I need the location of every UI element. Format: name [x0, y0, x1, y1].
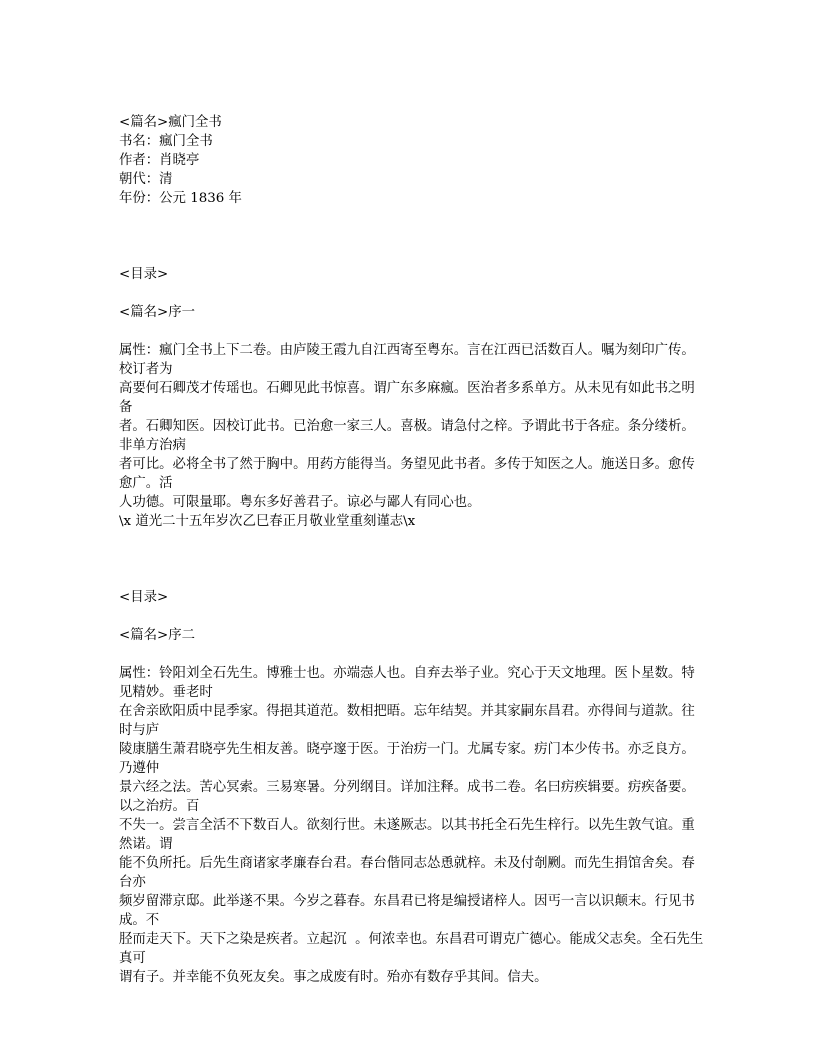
- dynasty-line: 朝代：清: [119, 172, 173, 187]
- spacer: [119, 322, 705, 341]
- author-line: 作者：肖晓亭: [119, 153, 200, 168]
- section-title: <篇名>序一: [119, 305, 196, 320]
- paragraph-line: 景六经之法。苦心冥索。三易寒暑。分列纲目。详加注释。成书二卷。名曰疠疾辑要。疠疾备要。以之治疠。百: [119, 780, 695, 814]
- signature-line: \x 道光二十五年岁次乙巳春正月敬业堂重刻谨志\x: [119, 514, 416, 529]
- year-line: 年份：公元 1836 年: [119, 191, 242, 206]
- toc-heading: <目录>: [119, 267, 169, 282]
- paragraph-line: 频岁留滞京邸。此举遂不果。今岁之暮春。东昌君已将是编授诸梓人。因丐一言以识颠末。行见书成。不: [119, 894, 695, 928]
- book-name: 书名：瘋门全书: [119, 134, 213, 149]
- spacer: [119, 208, 705, 265]
- section-title: <篇名>序二: [119, 628, 196, 643]
- paragraph-line: 者可比。必将全书了然于胸中。用药方能得当。务望见此书者。多传于知医之人。施送日多。愈传愈广。活: [119, 457, 695, 491]
- document-content: [119, 113, 705, 987]
- paragraph-line: 属性：瘋门全书上下二卷。由庐陵王霞九自江西寄至粤东。言在江西已活数百人。嘱为刻印广传。校订者为: [119, 343, 695, 377]
- spacer: [119, 645, 705, 664]
- chapter-title: <篇名>瘋门全书: [119, 115, 222, 130]
- paragraph-line: 陵康膳生萧君晓亭先生相友善。晓亭邃于医。于治疠一门。尤属专家。疠门本少传书。亦乏良方。乃遵仲: [119, 742, 695, 776]
- paragraph-line: 高要何石卿茂才传瑶也。石卿见此书惊喜。谓广东多麻瘋。医治者多系单方。从未见有如此书之明备: [119, 381, 695, 415]
- spacer: [119, 531, 705, 588]
- section-body: [119, 341, 705, 531]
- section-body: [119, 664, 705, 987]
- paragraph-line: 人功德。可限量耶。粤东多好善君子。谅必与鄙人有同心也。: [119, 495, 481, 510]
- paragraph-line: 者。石卿知医。因校订此书。已治愈一家三人。喜极。请急付之梓。予谓此书于各症。条分缕析。非单方治病: [119, 419, 695, 453]
- paragraph-line: 属性：铃阳刘全石先生。博雅士也。亦端悫人也。自弃去举子业。究心于天文地理。医卜星数。特见精妙。垂老时: [119, 666, 695, 700]
- toc-heading: <目录>: [119, 590, 169, 605]
- paragraph-line: 在舍亲欧阳质中昆季家。得挹其道范。数相把晤。忘年结契。并其家嗣东昌君。亦得间与道款。往时与庐: [119, 704, 695, 738]
- spacer: [119, 607, 705, 626]
- paragraph-line: 谓有子。并幸能不负死友矣。事之成废有时。殆亦有数存乎其间。信夫。: [119, 970, 548, 985]
- paragraph-line: 胫而走天下。天下之染是疾者。立起沉 。何浓幸也。东昌君可谓克广德心。能成父志矣。全石先生真可: [119, 932, 704, 966]
- paragraph-line: 能不负所托。后先生商诸家孝廉春台君。春台偕同志怂恿就梓。未及付剞劂。而先生捐馆舍矣。春台亦: [119, 856, 695, 890]
- spacer: [119, 284, 705, 303]
- paragraph-line: 不失一。尝言全活不下数百人。欲刻行世。未遂厥志。以其书托全石先生梓行。以先生敦气谊。重然诺。谓: [119, 818, 695, 852]
